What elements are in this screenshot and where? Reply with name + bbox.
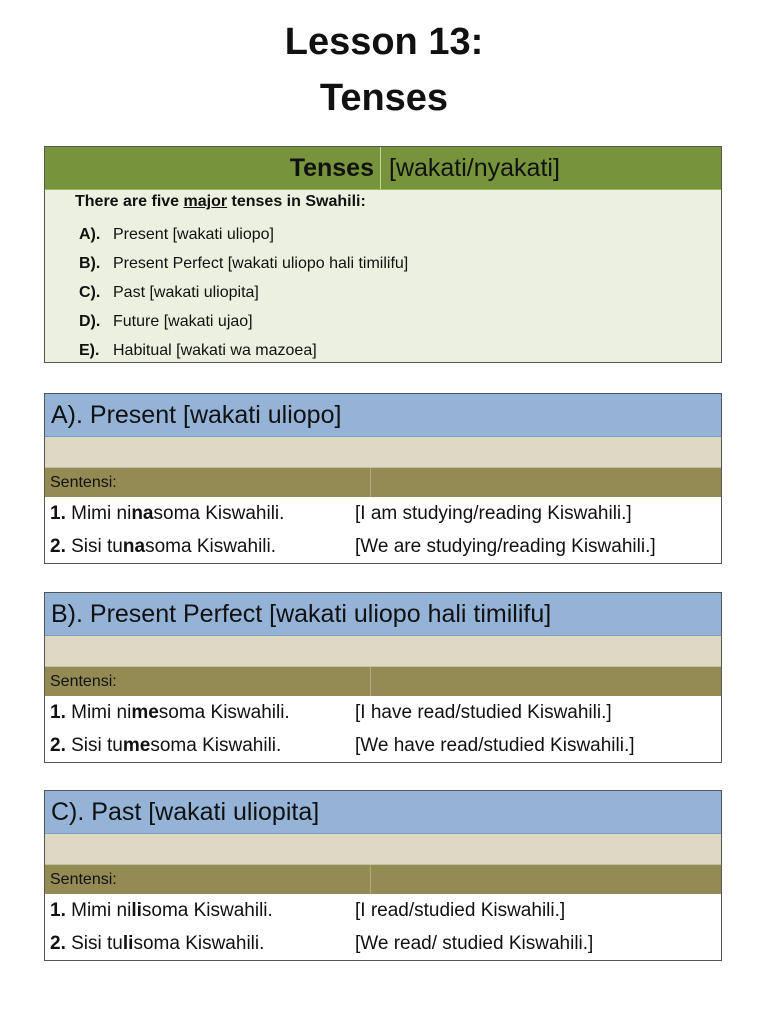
section-present-perfect (44, 592, 722, 763)
english-translation: [I read/studied Kiswahili.] (355, 900, 566, 921)
page-title: Lesson 13: (284, 21, 484, 63)
tense-list (79, 220, 408, 365)
tense-text: Future [wakati ujao] (113, 313, 253, 330)
sentence-row (45, 696, 721, 729)
tense-list-item (79, 278, 408, 307)
intro-lead-underline: major (183, 193, 228, 210)
sentence-row (45, 530, 721, 563)
page-subtitle: Tenses (319, 77, 449, 119)
section-blank-row (45, 636, 721, 667)
english-translation: [We are studying/reading Kiswahili.] (355, 536, 656, 557)
english-translation: [We have read/studied Kiswahili.] (355, 735, 635, 756)
english-translation: [I have read/studied Kiswahili.] (355, 702, 612, 723)
section-past (44, 790, 722, 961)
tense-text: Present [wakati uliopo] (113, 226, 274, 243)
section-label-row (45, 468, 721, 497)
swahili-sentence: 2. Sisi tunasoma Kiswahili. (50, 536, 277, 557)
tense-letter: C). (79, 284, 101, 301)
intro-lead-after: tenses in Swahili: (227, 193, 366, 210)
swahili-sentence: 1. Mimi nilisoma Kiswahili. (50, 900, 273, 921)
intro-header-title: Tenses (45, 147, 381, 189)
sentences-label: Sentensi: (45, 865, 371, 894)
swahili-sentence: 2. Sisi tulisoma Kiswahili. (50, 933, 265, 954)
intro-header-translation: [wakati/nyakati] (389, 154, 560, 182)
swahili-sentence: 1. Mimi ninasoma Kiswahili. (50, 503, 285, 524)
section-heading: C). Past [wakati uliopita] (45, 791, 721, 834)
intro-lead-text (75, 193, 366, 211)
sentence-row (45, 927, 721, 960)
tense-list-item (79, 249, 408, 278)
section-heading: A). Present [wakati uliopo] (45, 394, 721, 437)
section-blank-row (45, 437, 721, 468)
section-heading: B). Present Perfect [wakati uliopo hali timilifu] (45, 593, 721, 636)
section-label-row (45, 865, 721, 894)
section-blank-row (45, 834, 721, 865)
section-label-row (45, 667, 721, 696)
tense-text: Present Perfect [wakati uliopo hali timilifu] (113, 255, 409, 272)
tense-list-item (79, 336, 408, 365)
sentences-label: Sentensi: (45, 468, 371, 497)
english-translation: [We read/ studied Kiswahili.] (355, 933, 594, 954)
sentence-row (45, 729, 721, 762)
tense-list-item (79, 307, 408, 336)
sentence-row (45, 894, 721, 927)
intro-box (44, 146, 722, 363)
swahili-sentence: 1. Mimi nimesoma Kiswahili. (50, 702, 290, 723)
tense-text: Past [wakati uliopita] (113, 284, 259, 301)
tense-letter: E). (79, 342, 100, 359)
intro-lead-before: There are five (75, 193, 184, 210)
tense-letter: B). (79, 255, 101, 272)
tense-list-item (79, 220, 408, 249)
english-translation: [I am studying/reading Kiswahili.] (355, 503, 632, 524)
swahili-sentence: 2. Sisi tumesoma Kiswahili. (50, 735, 282, 756)
intro-header (45, 147, 721, 190)
sentences-label: Sentensi: (45, 667, 371, 696)
tense-letter: A). (79, 226, 101, 243)
tense-letter: D). (79, 313, 101, 330)
sentence-row (45, 497, 721, 530)
tense-text: Habitual [wakati wa mazoea] (113, 342, 317, 359)
section-present (44, 393, 722, 564)
